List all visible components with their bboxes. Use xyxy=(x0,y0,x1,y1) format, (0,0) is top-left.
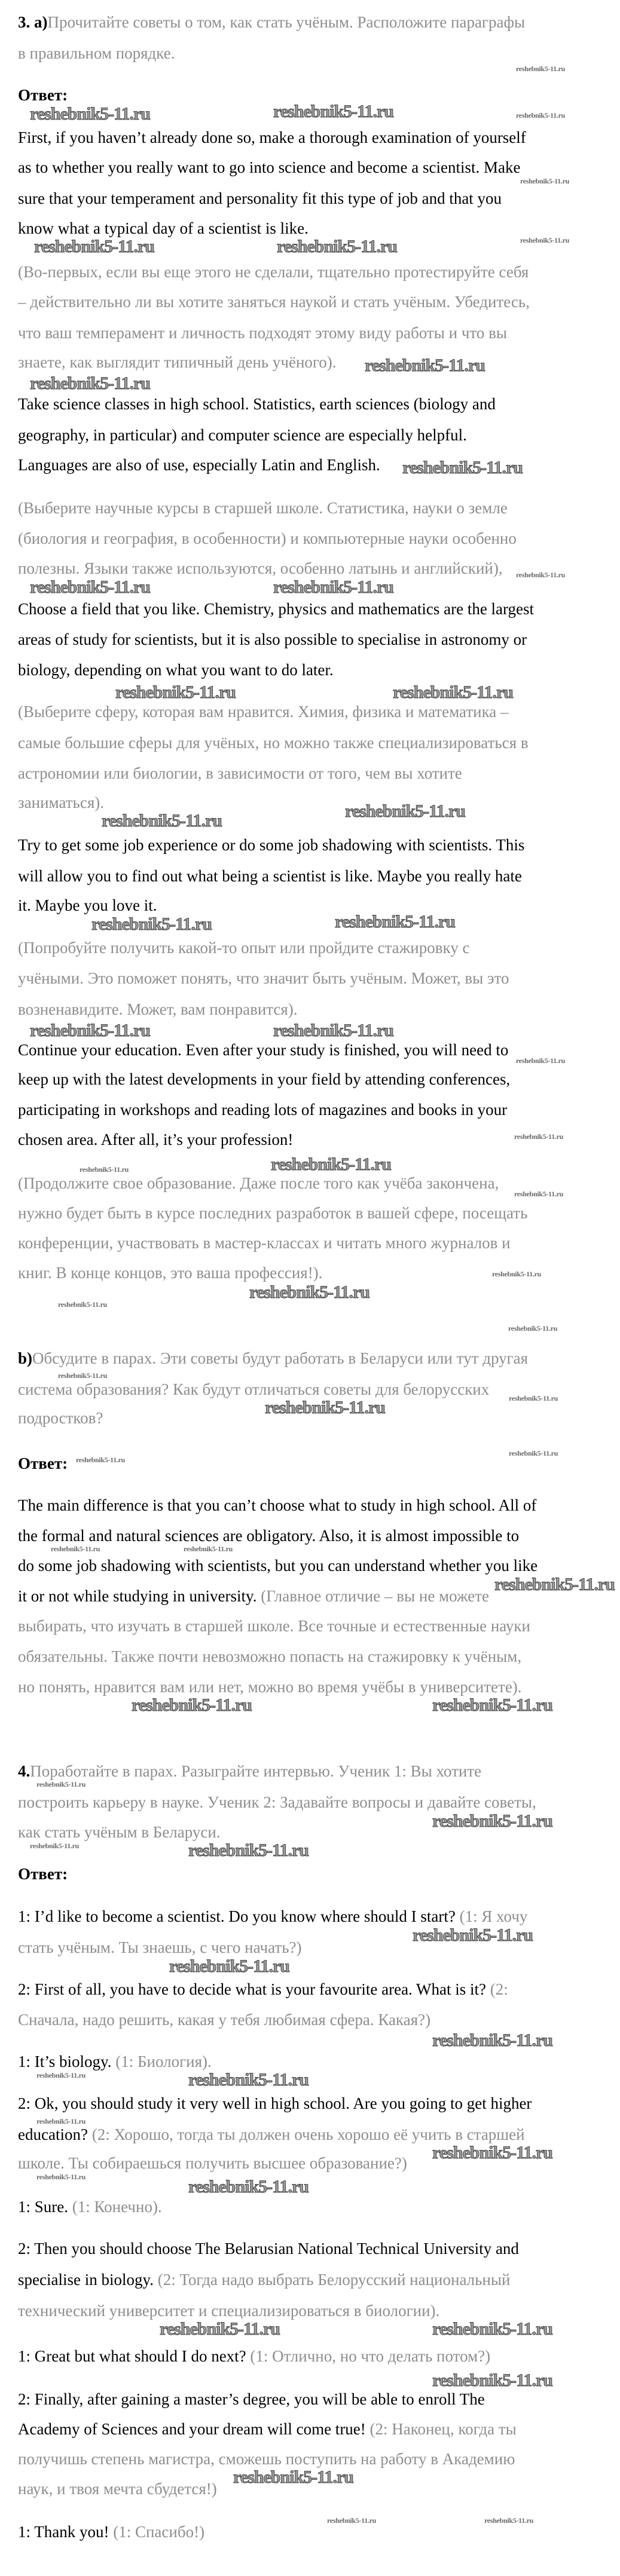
russian-text: обязательны. Также почти невозможно попасть на стажировку к учёным, xyxy=(18,1647,522,1665)
english-text: Take science classes in high school. Statistics, earth sciences (biology and xyxy=(18,395,496,413)
watermark: reshebnik5-11.ru xyxy=(484,2516,533,2525)
russian-text: стать учёным. Ты знаешь, с чего начать?) xyxy=(18,1938,302,1956)
watermark: reshebnik5-11.ru xyxy=(58,1300,107,1309)
russian-text: астрономии или биологии, в зависимости от того, чем вы хотите xyxy=(18,764,462,782)
paragraph-line xyxy=(18,425,467,445)
translation-line xyxy=(18,733,529,752)
english-text: Try to get some job experience or do some job shadowing with scientists. This xyxy=(18,836,525,854)
watermark: reshebnik5-11.ru xyxy=(76,1456,125,1464)
english-text: geography, in particular) and computer science are especially helpful. xyxy=(18,426,467,444)
paragraph-line xyxy=(18,599,534,618)
russian-text: построить карьеру в науке. Ученик 2: Задавайте вопросы и давайте советы, xyxy=(18,1793,536,1811)
watermark: reshebnik5-11.ru xyxy=(115,682,236,702)
dialogue-line xyxy=(18,2094,532,2113)
watermark: reshebnik5-11.ru xyxy=(30,577,150,597)
russian-text: но понять, нравится вам или нет, можно во время учёбы в университете). xyxy=(18,1678,522,1696)
watermark: reshebnik5-11.ru xyxy=(509,1449,558,1457)
paragraph-line xyxy=(18,455,380,474)
russian-text: знаете, как выглядит типичный день учёного). xyxy=(18,353,337,371)
translation-line xyxy=(18,262,529,281)
watermark: reshebnik5-11.ru xyxy=(327,2516,376,2525)
watermark: reshebnik5-11.ru xyxy=(160,2319,280,2339)
english-text: sure that your temperament and personality fit this type of job and that you xyxy=(18,189,502,207)
dialogue-line xyxy=(18,2052,212,2071)
russian-text: (1: Я хочу xyxy=(455,1907,528,1925)
english-text: keep up with the latest developments in your field by attending conferences, xyxy=(18,1070,511,1088)
paragraph-line xyxy=(18,896,157,915)
watermark: reshebnik5-11.ru xyxy=(169,1956,289,1976)
dialogue-line xyxy=(18,1980,508,1999)
russian-text: (2: Наконец, когда ты xyxy=(365,2420,517,2438)
translation-line xyxy=(18,938,469,957)
paragraph-line xyxy=(18,1100,507,1119)
english-text: 1: I’d like to become a scientist. Do you know where should I start? xyxy=(18,1907,456,1925)
translation-line xyxy=(18,1616,530,1635)
watermark: reshebnik5-11.ru xyxy=(492,1270,541,1278)
watermark: reshebnik5-11.ru xyxy=(273,102,393,121)
translation-line xyxy=(18,1263,322,1282)
watermark: reshebnik5-11.ru xyxy=(402,458,523,477)
paragraph-line xyxy=(18,1130,293,1149)
exercise-4-heading xyxy=(18,1762,481,1781)
russian-text: (биология и география, в особенности) и компьютерные науки особенно xyxy=(18,529,517,547)
watermark: reshebnik5-11.ru xyxy=(58,1371,107,1380)
english-text: 1: Thank you! xyxy=(18,2523,109,2541)
dialogue-line xyxy=(18,2479,217,2498)
russian-text: Сначала, надо решить, какая у тебя любимая сфера. Какая?) xyxy=(18,2011,431,2029)
label-text: 4. xyxy=(18,1762,30,1780)
watermark: reshebnik5-11.ru xyxy=(34,237,154,256)
russian-text: (Продолжите свое образование. Даже после того как учёба закончена, xyxy=(18,1174,499,1192)
watermark: reshebnik5-11.ru xyxy=(51,1545,100,1553)
watermark: reshebnik5-11.ru xyxy=(36,2173,85,2181)
watermark: reshebnik5-11.ru xyxy=(36,2117,85,2125)
english-text: Choose a field that you like. Chemistry, physics and mathematics are the largest xyxy=(18,600,535,618)
translation-line xyxy=(18,1203,527,1223)
dialogue-line xyxy=(18,2125,525,2144)
russian-text: заниматься). xyxy=(18,794,104,811)
dialogue-line xyxy=(18,2154,407,2173)
russian-text: выбирать, что изучать в старшей школе. Все точные и естественные науки xyxy=(18,1617,530,1635)
watermark: reshebnik5-11.ru xyxy=(516,65,565,73)
dialogue-line xyxy=(18,2347,490,2366)
exercise-3a-text xyxy=(18,44,175,63)
answer-line xyxy=(18,1586,489,1606)
english-text: chosen area. After all, it’s your profession! xyxy=(18,1131,294,1148)
watermark: reshebnik5-11.ru xyxy=(514,1132,563,1141)
watermark: reshebnik5-11.ru xyxy=(520,236,569,244)
english-text: Languages are also of use, especially Latin and English. xyxy=(18,456,380,474)
exercise-3b-text xyxy=(18,1408,103,1428)
watermark: reshebnik5-11.ru xyxy=(432,2319,552,2339)
russian-text: книг. В конце концов, это ваша профессия!). xyxy=(18,1264,323,1282)
english-text: Continue your education. Even after your study is finished, you will need to xyxy=(18,1041,509,1059)
paragraph-line xyxy=(18,1040,508,1059)
russian-text: наук, и твоя мечта сбудется!) xyxy=(18,2480,217,2498)
watermark: reshebnik5-11.ru xyxy=(494,1575,615,1594)
answer-label xyxy=(18,1454,68,1473)
watermark: reshebnik5-11.ru xyxy=(393,682,513,702)
english-text: 1: It’s biology. xyxy=(18,2053,112,2070)
russian-text: (1: Спасибо!) xyxy=(109,2523,205,2541)
english-text: 2: First of all, you have to decide what is your favourite area. What is it? xyxy=(18,1980,487,1998)
dialogue-line xyxy=(18,1907,527,1926)
translation-line xyxy=(18,793,104,812)
translation-line xyxy=(18,529,517,548)
label-text: Ответ: xyxy=(18,1865,68,1883)
watermark: reshebnik5-11.ru xyxy=(80,1165,129,1174)
english-text: it. Maybe you love it. xyxy=(18,896,157,914)
russian-text: (Главное отличие – вы не можете xyxy=(256,1587,490,1605)
watermark: reshebnik5-11.ru xyxy=(277,237,397,256)
english-text: know what a typical day of a scientist is like. xyxy=(18,219,309,237)
english-text: 2: Then you should choose The Belarusian National Technical University and xyxy=(18,2240,519,2258)
watermark: reshebnik5-11.ru xyxy=(508,1324,557,1333)
english-text: do some job shadowing with scientists, but you can understand whether you like xyxy=(18,1557,538,1575)
watermark: reshebnik5-11.ru xyxy=(413,1925,533,1945)
english-text: as to whether you really want to go into science and become a scientist. Make xyxy=(18,158,521,176)
watermark: reshebnik5-11.ru xyxy=(30,1842,79,1850)
watermark: reshebnik5-11.ru xyxy=(432,2143,552,2163)
russian-text: в правильном порядке. xyxy=(18,44,175,62)
english-text: 2: Finally, after gaining a master’s degree, you will be able to enroll The xyxy=(18,2390,485,2408)
watermark: reshebnik5-11.ru xyxy=(265,1398,385,1417)
exercise-3b-text xyxy=(18,1380,489,1399)
watermark: reshebnik5-11.ru xyxy=(432,2030,552,2050)
russian-text: учёными. Это поможет понять, что значит быть учёным. Может, вы это xyxy=(18,969,509,987)
watermark: reshebnik5-11.ru xyxy=(514,1190,563,1198)
translation-line xyxy=(18,1000,298,1019)
russian-text: что ваш темперамент и личность подходят этому виду работы и что вы xyxy=(18,324,507,342)
english-text: will allow you to find out what being a scientist is like. Maybe you really hate xyxy=(18,867,522,885)
paragraph-line xyxy=(18,394,496,413)
russian-text: Прочитайте советы о том, как стать учёным. Расположите параграфы xyxy=(47,13,526,31)
translation-line xyxy=(18,323,507,342)
exercise-4-text xyxy=(18,1823,221,1842)
watermark: reshebnik5-11.ru xyxy=(233,2467,353,2487)
english-text: education? xyxy=(18,2125,88,2143)
english-text: The main difference is that you can’t choose what to study in high school. All of xyxy=(18,1496,537,1514)
label-text: Ответ: xyxy=(18,1454,68,1472)
paragraph-line xyxy=(18,630,527,649)
translation-line xyxy=(18,1174,499,1193)
watermark: reshebnik5-11.ru xyxy=(36,2071,85,2079)
dialogue-line xyxy=(18,2522,204,2541)
russian-text: Обсудите в парах. Эти советы будут работать в Беларуси или тут другая xyxy=(32,1349,529,1367)
dialogue-line xyxy=(18,2197,162,2216)
russian-text: (2: Хорошо, тогда ты должен очень хорошо её учить в старшей xyxy=(87,2125,525,2143)
english-text: Academy of Sciences and your dream will come true! xyxy=(18,2420,366,2438)
russian-text: как стать учёным в Беларуси. xyxy=(18,1823,221,1841)
watermark: reshebnik5-11.ru xyxy=(30,104,150,124)
dialogue-line xyxy=(18,2419,517,2439)
watermark: reshebnik5-11.ru xyxy=(516,1056,565,1065)
translation-line xyxy=(18,1647,521,1666)
watermark: reshebnik5-11.ru xyxy=(188,1840,309,1860)
watermark: reshebnik5-11.ru xyxy=(516,111,565,120)
russian-text: (Выберите сферу, которая вам нравится. Химия, физика и математика – xyxy=(18,703,509,721)
dialogue-line xyxy=(18,2010,430,2029)
paragraph-line xyxy=(18,189,502,208)
translation-line xyxy=(18,292,530,311)
english-text: areas of study for scientists, but it is also possible to specialise in astronomy or xyxy=(18,630,527,648)
answer-line xyxy=(18,1496,536,1515)
paragraph-line xyxy=(18,660,334,679)
watermark: reshebnik5-11.ru xyxy=(132,1695,252,1715)
russian-text: (2: Тогда надо выбрать Белорусский национальный xyxy=(153,2271,511,2289)
answer-label xyxy=(18,85,68,105)
watermark: reshebnik5-11.ru xyxy=(188,2177,309,2197)
watermark: reshebnik5-11.ru xyxy=(30,1021,150,1040)
russian-text: (Выберите научные курсы в старшей школе. Статистика, науки о земле xyxy=(18,499,508,517)
translation-line xyxy=(18,969,509,988)
translation-line xyxy=(18,764,462,783)
russian-text: возненавидите. Может, вам понравится). xyxy=(18,1000,298,1018)
russian-text: (1: Конечно). xyxy=(68,2198,162,2216)
english-text: 1: Sure. xyxy=(18,2198,68,2216)
label-text: b) xyxy=(18,1349,33,1367)
label-text: Ответ: xyxy=(18,86,68,104)
english-text: specialise in biology. xyxy=(18,2271,154,2289)
russian-text: система образования? Как будут отличаться советы для белорусских xyxy=(18,1380,490,1398)
translation-line xyxy=(18,498,508,517)
paragraph-line xyxy=(18,835,524,854)
answer-label xyxy=(18,1864,68,1883)
watermark: reshebnik5-11.ru xyxy=(432,1811,552,1831)
watermark: reshebnik5-11.ru xyxy=(520,177,569,185)
translation-line xyxy=(18,1677,522,1696)
russian-text: (1: Биология). xyxy=(111,2053,212,2070)
exercise-3b-heading xyxy=(18,1349,528,1368)
russian-text: подростков? xyxy=(18,1409,103,1427)
russian-text: полезны. Языки также используются, особенно латынь и английский), xyxy=(18,559,503,577)
watermark: reshebnik5-11.ru xyxy=(365,356,485,375)
english-text: 1: Great but what should I do next? xyxy=(18,2347,246,2365)
paragraph-line xyxy=(18,128,526,147)
watermark: reshebnik5-11.ru xyxy=(36,1780,85,1788)
russian-text: конференции, участвовать в мастер-классах и читать много журналов и xyxy=(18,1234,511,1252)
label-text: 3. a) xyxy=(18,13,48,31)
watermark: reshebnik5-11.ru xyxy=(30,373,150,393)
watermark: reshebnik5-11.ru xyxy=(188,2070,309,2090)
answer-line xyxy=(18,1526,519,1545)
watermark: reshebnik5-11.ru xyxy=(345,801,465,821)
russian-text: (Во-первых, если вы еще этого не сделали, тщательно протестируйте себя xyxy=(18,263,529,281)
dialogue-line xyxy=(18,2270,511,2289)
dialogue-line xyxy=(18,2301,439,2320)
russian-text: самые большие сферы для учёных, но можно также специализироваться в xyxy=(18,734,529,752)
dialogue-line xyxy=(18,2390,485,2409)
russian-text: Поработайте в парах. Разыграйте интервью. Ученик 1: Вы хотите xyxy=(30,1762,482,1780)
watermark: reshebnik5-11.ru xyxy=(91,914,212,934)
dialogue-line xyxy=(18,1938,301,1957)
russian-text: школе. Ты собираешься получить высшее образование?) xyxy=(18,2154,407,2172)
russian-text: (2: xyxy=(486,1980,508,1998)
translation-line xyxy=(18,1233,511,1252)
paragraph-line xyxy=(18,219,309,238)
watermark: reshebnik5-11.ru xyxy=(273,577,393,597)
watermark: reshebnik5-11.ru xyxy=(249,1282,369,1302)
paragraph-line xyxy=(18,866,522,886)
watermark: reshebnik5-11.ru xyxy=(516,571,565,579)
watermark: reshebnik5-11.ru xyxy=(271,1154,391,1174)
watermark: reshebnik5-11.ru xyxy=(432,2370,552,2390)
english-text: 2: Ok, you should study it very well in high school. Are you going to get higher xyxy=(18,2094,532,2112)
watermark: reshebnik5-11.ru xyxy=(102,811,222,831)
russian-text: (1: Отлично, но что делать потом?) xyxy=(246,2347,491,2365)
exercise-3a-heading xyxy=(18,13,525,32)
translation-line xyxy=(18,353,337,372)
paragraph-line xyxy=(18,158,520,177)
russian-text: технический университет и специализироваться в биологии). xyxy=(18,2302,440,2320)
exercise-4-text xyxy=(18,1793,536,1812)
russian-text: (Попробуйте получить какой-то опыт или пройдите стажировку с xyxy=(18,939,470,957)
english-text: biology, depending on what you want to do later. xyxy=(18,661,334,679)
english-text: the formal and natural sciences are obligatory. Also, it is almost impossible to xyxy=(18,1527,520,1545)
watermark: reshebnik5-11.ru xyxy=(184,1545,233,1553)
russian-text: нужно будет быть в курсе последних разработок в вашей сфере, посещать xyxy=(18,1204,528,1222)
answer-line xyxy=(18,1556,537,1575)
watermark: reshebnik5-11.ru xyxy=(335,912,455,932)
translation-line xyxy=(18,559,503,578)
english-text: participating in workshops and reading lots of magazines and books in your xyxy=(18,1101,508,1119)
english-text: it or not while studying in university. xyxy=(18,1587,257,1605)
russian-text: – действительно ли вы хотите заняться наукой и стать учёным. Убедитесь, xyxy=(18,293,530,311)
translation-line xyxy=(18,702,509,721)
watermark: reshebnik5-11.ru xyxy=(432,1695,552,1715)
paragraph-line xyxy=(18,1070,510,1089)
watermark: reshebnik5-11.ru xyxy=(273,1021,393,1040)
dialogue-line xyxy=(18,2449,515,2468)
dialogue-line xyxy=(18,2239,519,2258)
russian-text: получишь степень магистра, сможешь поступить на работу в Академию xyxy=(18,2450,515,2468)
watermark: reshebnik5-11.ru xyxy=(509,1394,558,1402)
english-text: First, if you haven’t already done so, make a thorough examination of yourself xyxy=(18,128,526,146)
